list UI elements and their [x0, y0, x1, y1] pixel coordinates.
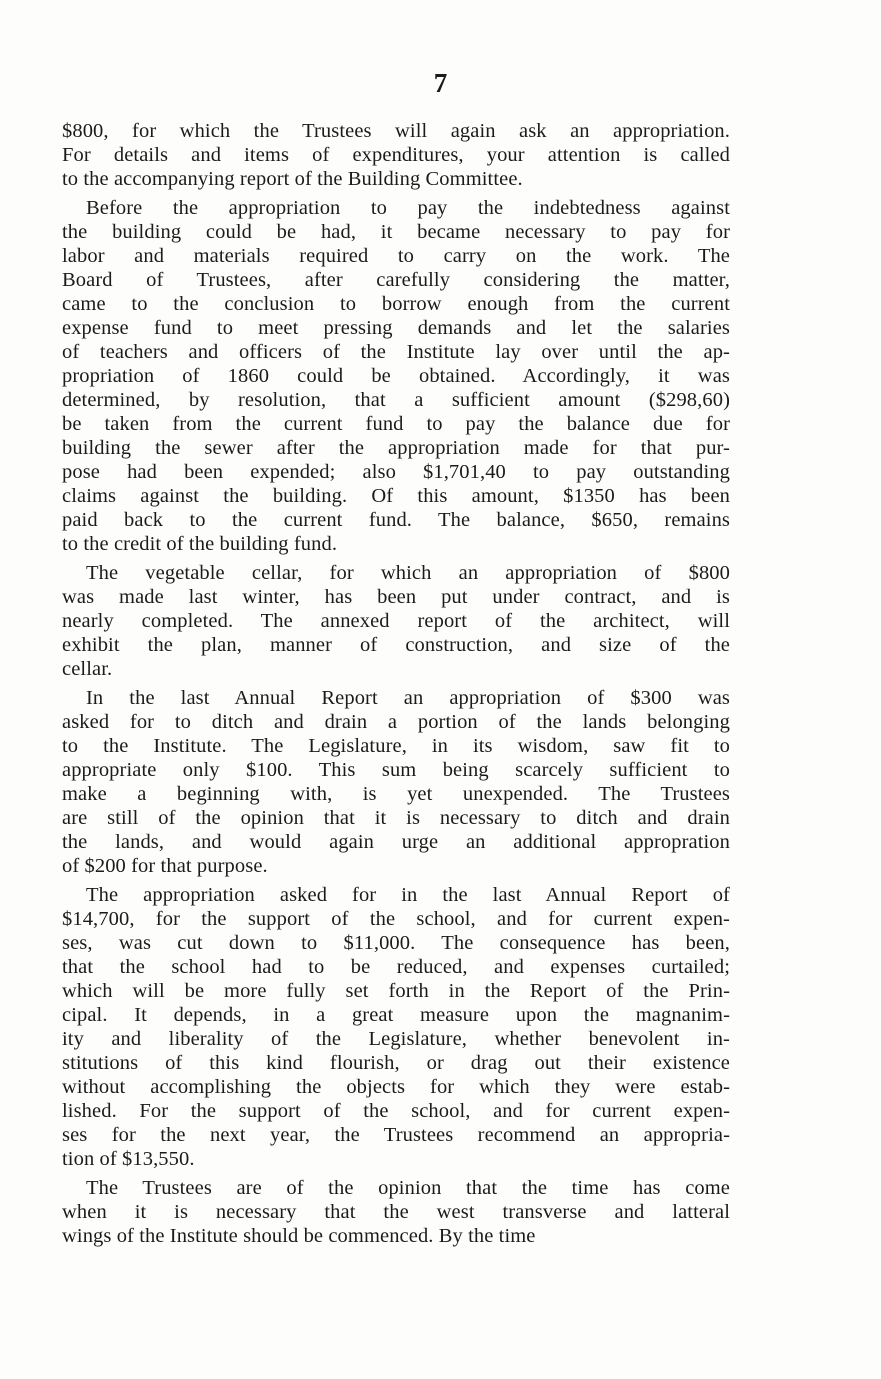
- text-line: was made last winter, has been put under contract, and is: [62, 586, 730, 608]
- text-line: lished. For the support of the school, and for current expen-: [62, 1100, 730, 1122]
- text-line: appropriate only $100. This sum being scarcely sufficient to: [62, 759, 730, 781]
- text-line: to the credit of the building fund.: [62, 533, 338, 555]
- text-line: The Trustees are of the opinion that the time has come: [86, 1177, 730, 1199]
- page-number: 7: [433, 68, 448, 98]
- paragraph: [62, 561, 730, 681]
- paragraph: [62, 119, 730, 191]
- text-line: asked for to ditch and drain a portion of the lands belonging: [62, 711, 730, 733]
- text-line: make a beginning with, is yet unexpended. The Trustees: [62, 783, 730, 805]
- text-line: ity and liberality of the Legislature, whether benevolent in-: [62, 1028, 730, 1050]
- text-line: propriation of 1860 could be obtained. Accordingly, it was: [62, 365, 730, 387]
- text-line: which will be more fully set forth in the Report of the Prin-: [62, 980, 730, 1002]
- text-line: $14,700, for the support of the school, and for current expen-: [62, 908, 730, 930]
- text-line: of teachers and officers of the Institute lay over until the ap-: [62, 341, 730, 363]
- text-line: came to the conclusion to borrow enough from the current: [62, 293, 730, 315]
- text-line: the building could be had, it became necessary to pay for: [62, 221, 730, 243]
- text-line: The appropriation asked for in the last Annual Report of: [86, 884, 730, 906]
- text-line: when it is necessary that the west transverse and latteral: [62, 1201, 730, 1223]
- text-line: Before the appropriation to pay the indebtedness against: [86, 197, 730, 219]
- text-line: determined, by resolution, that a sufficient amount ($298,60): [62, 389, 730, 411]
- text-line: The vegetable cellar, for which an appropriation of $800: [86, 562, 730, 584]
- text-line: pose had been expended; also $1,701,40 to pay outstanding: [62, 461, 730, 483]
- text-line: labor and materials required to carry on the work. The: [62, 245, 730, 267]
- text-line: nearly completed. The annexed report of the architect, will: [62, 610, 730, 632]
- text-line: tion of $13,550.: [62, 1148, 195, 1170]
- text-line: Board of Trustees, after carefully considering the matter,: [62, 269, 730, 291]
- text-line: cellar.: [62, 658, 113, 680]
- text-line: paid back to the current fund. The balance, $650, remains: [62, 509, 730, 531]
- body-text: [62, 119, 730, 1248]
- text-line: cipal. It depends, in a great measure upon the magnanim-: [62, 1004, 730, 1026]
- text-line: be taken from the current fund to pay the balance due for: [62, 413, 730, 435]
- text-line: claims against the building. Of this amount, $1350 has been: [62, 485, 730, 507]
- text-line: the lands, and would again urge an additional appropration: [62, 831, 730, 853]
- text-line: In the last Annual Report an appropriation of $300 was: [86, 687, 730, 709]
- paragraph: [62, 883, 730, 1171]
- text-line: that the school had to be reduced, and expenses curtailed;: [62, 956, 730, 978]
- text-line: building the sewer after the appropriation made for that pur-: [62, 437, 730, 459]
- text-line: expense fund to meet pressing demands and let the salaries: [62, 317, 730, 339]
- text-line: ses, was cut down to $11,000. The consequence has been,: [62, 932, 730, 954]
- text-line: to the Institute. The Legislature, in its wisdom, saw fit to: [62, 735, 730, 757]
- text-line: of $200 for that purpose.: [62, 855, 268, 877]
- text-line: $800, for which the Trustees will again ask an appropriation.: [62, 120, 730, 142]
- text-line: are still of the opinion that it is necessary to ditch and drain: [62, 807, 730, 829]
- text-line: stitutions of this kind flourish, or drag out their existence: [62, 1052, 730, 1074]
- text-line: without accomplishing the objects for which they were estab-: [62, 1076, 730, 1098]
- paragraph: [62, 686, 730, 878]
- text-line: exhibit the plan, manner of construction, and size of the: [62, 634, 730, 656]
- text-line: For details and items of expenditures, your attention is called: [62, 144, 730, 166]
- text-line: to the accompanying report of the Building Committee.: [62, 168, 523, 190]
- text-line: wings of the Institute should be commenced. By the time: [62, 1225, 536, 1247]
- text-line: ses for the next year, the Trustees recommend an appropria-: [62, 1124, 730, 1146]
- paragraph: [62, 196, 730, 556]
- paragraph: [62, 1176, 730, 1248]
